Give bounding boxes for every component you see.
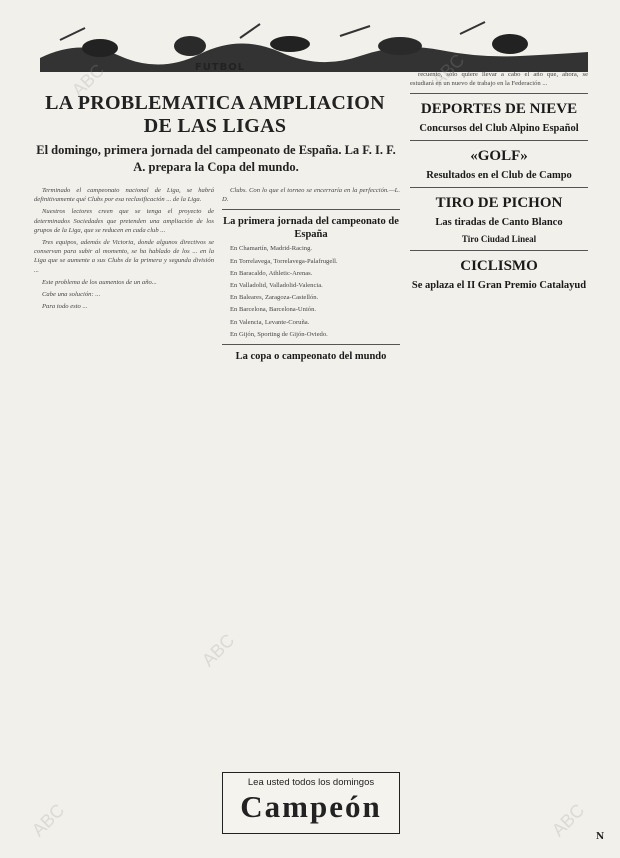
- col1-paragraph: Este problema de los aumentos de un año...: [42, 278, 157, 286]
- col3-heading-golf: «GOLF»: [470, 148, 528, 165]
- col3-paragraph: recuento, sólo quiere llevar a cabo el año que, ahora, se estudiará en un nuevo de trabajo en la Federación ...: [410, 71, 588, 88]
- col3-heading-nieve: DEPORTES DE NIEVE: [420, 101, 578, 118]
- col2-list-item: En Valencia, Levante-Coruña.: [230, 318, 310, 326]
- watermark: ABC: [67, 59, 109, 101]
- col1-paragraph: Terminado el campeonato nacional de Liga, se habrá definitivamente qué Clubs por esa reclasificación ... de la Liga.: [34, 187, 214, 204]
- col1-paragraph: Tres equipos, además de Victoria, donde algunos directivos se conservan para subir al momento, se ha hablado de los ... en la Liga que se aumente a sus Clubs de la primera y segunda división ...: [34, 239, 214, 274]
- col2-list-item: En Torrelavega, Torrelavega-Palafrugell.: [230, 257, 338, 265]
- col3-subheading-tiro-2: Tiro Ciudad Lineal: [461, 234, 537, 245]
- sports-banner-illustration: [40, 18, 588, 72]
- watermark: ABC: [27, 799, 69, 841]
- col1-paragraph: Cabe una solución: ...: [42, 291, 101, 299]
- col2-heading-1: La primera jornada del campeonato de España: [223, 216, 399, 241]
- col2-list-item: En Barcelona, Barcelona-Unión.: [230, 306, 317, 314]
- watermark: ABC: [197, 629, 239, 671]
- divider: [222, 344, 400, 345]
- ad-tagline: Lea usted todos los domingos: [247, 777, 375, 788]
- col2-heading-2: La copa o campeonato del mundo: [235, 351, 387, 363]
- ad-brand: Campeón: [240, 789, 382, 824]
- section-label: FUTBOL: [194, 62, 246, 73]
- col2-list-item: En Baracaldo, Athletic-Arenas.: [230, 269, 313, 277]
- page-headline: LA PROBLEMATICA AMPLIACION DE LAS LIGAS: [45, 92, 385, 137]
- col2-intro: Clubs. Con lo que el torneo se encerraría en la perfección.—L. D.: [222, 187, 400, 204]
- col3-heading-tiro: TIRO DE PICHON: [435, 195, 563, 212]
- column-1: [34, 186, 214, 826]
- column-3: [410, 70, 588, 840]
- page-subheadline: El domingo, primera jornada del campeonato de España. La F. I. F. A. prepara la Copa del mundo.: [36, 143, 396, 174]
- col3-subheading-nieve: Concursos del Club Alpino Español: [419, 123, 579, 135]
- corner-mark: N: [596, 832, 605, 842]
- divider: [410, 250, 588, 251]
- watermark: ABC: [427, 49, 469, 91]
- col2-list-item: En Baleares, Zaragoza-Castellón.: [230, 294, 319, 302]
- col1-paragraph: Para todo esto ...: [42, 303, 88, 311]
- column-2: [222, 186, 400, 806]
- divider: [410, 93, 588, 94]
- col1-paragraph: Nuestros lectores creen que se tenga el proyecto de determinados Sociedades que pretenden una ampliación de los grupos de la Liga, que se reducen en cada club ...: [34, 208, 214, 234]
- divider: [222, 209, 400, 210]
- col2-list-item: En Valladolid, Valladolid-Valencia.: [230, 282, 323, 290]
- divider: [410, 187, 588, 188]
- col2-list-item: En Gijón, Sporting de Gijón-Oviedo.: [230, 330, 328, 338]
- campeon-advertisement: [222, 772, 400, 834]
- col3-subheading-tiro: Las tiradas de Canto Blanco: [435, 217, 563, 229]
- col3-subheading-golf: Resultados en el Club de Campo: [426, 170, 572, 182]
- divider: [410, 140, 588, 141]
- col2-list-item: En Chamartín, Madrid-Racing.: [230, 245, 313, 253]
- col3-subheading-ciclismo: Se aplaza el II Gran Premio Catalayud: [411, 280, 587, 292]
- watermark: ABC: [547, 799, 589, 841]
- col3-heading-ciclismo: CICLISMO: [460, 258, 538, 275]
